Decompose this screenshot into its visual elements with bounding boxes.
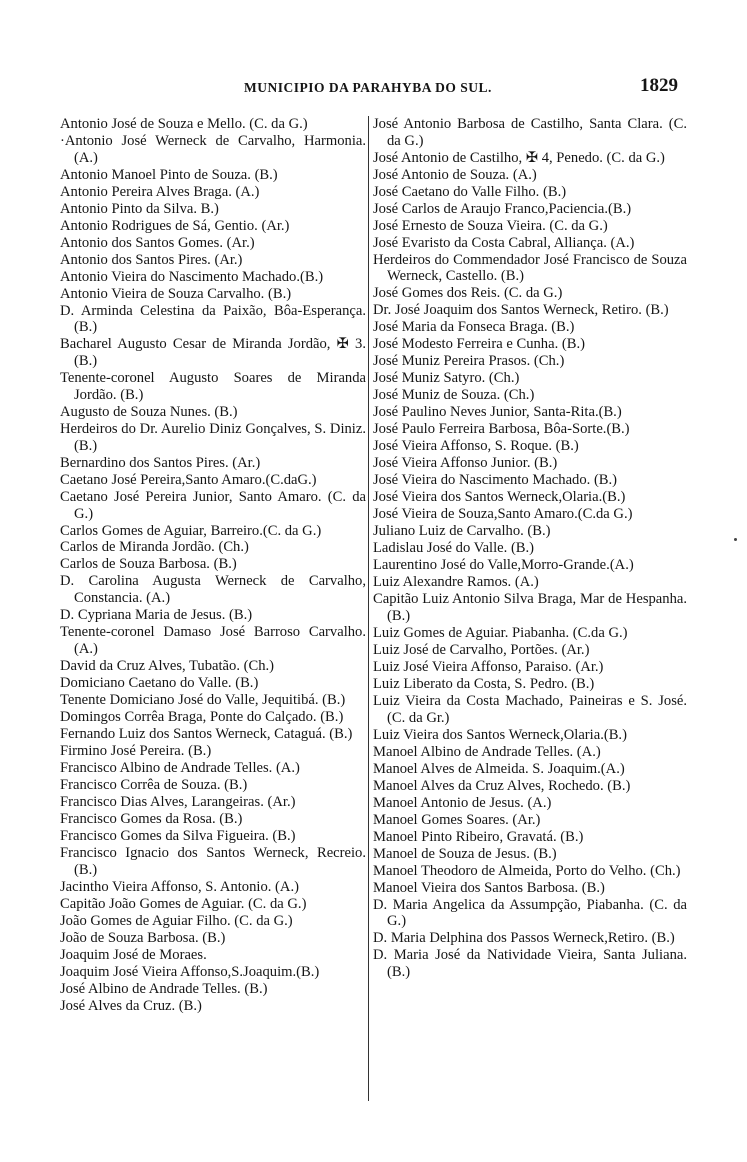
directory-entry: José Antonio Barbosa de Castilho, Santa Clara. (C. da G.) [373,116,687,149]
directory-entry: Francisco Albino de Andrade Telles. (A.) [60,759,300,776]
directory-entry: David da Cruz Alves, Tubatão. (Ch.) [60,658,275,674]
directory-entry: José Antonio de Souza. (A.) [373,166,537,183]
directory-entry: João Gomes de Aguiar Filho. (C. da G.) [60,912,293,929]
directory-entry: Caetano José Pereira Junior, Santo Amaro. (C. da G.) [60,488,366,522]
directory-entry: José Evaristo da Costa Cabral, Alliança. (A.) [373,234,635,251]
directory-entry: Ladislau José do Valle. (B.) [373,540,535,557]
directory-entry: Tenente-coronel Augusto Soares de Miranda Jordão. (B.) [60,370,366,403]
directory-entry: Manoel de Souza de Jesus. (B.) [373,845,557,862]
directory-entry: Manoel Alves de Almeida. S. Joaquim.(A.) [373,760,625,777]
directory-entry: Francisco Dias Alves, Larangeiras. (Ar.) [60,793,296,810]
directory-entry: Carlos de Souza Barbosa. (B.) [60,556,237,573]
directory-entry: Carlos de Miranda Jordão. (Ch.) [60,539,249,556]
directory-entry: José Alves da Cruz. (B.) [60,997,202,1014]
directory-entry: Capitão João Gomes de Aguiar. (C. da G.) [60,895,307,912]
directory-entry: Luiz Vieira da Costa Machado, Paineiras e S. José. (C. da Gr.) [373,692,687,726]
directory-entry: José Gomes dos Reis. (C. da G.) [373,285,563,302]
directory-entry: Laurentino José do Valle,Morro-Grande.(A.) [373,557,634,574]
margin-mark [734,538,737,541]
directory-entry: Luiz Vieira dos Santos Werneck,Olaria.(B.) [373,726,627,743]
directory-entry: D. Maria Angelica da Assumpção, Piabanha. (C. da G.) [373,896,687,930]
directory-entry: Francisco Ignacio dos Santos Werneck, Recreio. (B.) [60,844,366,878]
directory-entry: José Paulino Neves Junior, Santa-Rita.(B.) [373,404,622,421]
directory-entry: Juliano Luiz de Carvalho. (B.) [373,523,551,540]
directory-entry: Domiciano Caetano do Valle. (B.) [60,674,259,691]
directory-entry: D. Maria José da Natividade Vieira, Santa Juliana. (B.) [373,947,687,981]
directory-entry: Luiz José de Carvalho, Portões. (Ar.) [373,641,590,658]
directory-entry: Manoel Vieira dos Santos Barbosa. (B.) [373,879,605,896]
directory-entry: Herdeiros do Commendador José Francisco de Souza Werneck, Castello. (B.) [373,251,687,285]
directory-entry: Antonio dos Santos Pires. (Ar.) [60,251,243,268]
directory-entry: Manoel Albino de Andrade Telles. (A.) [373,743,601,760]
directory-entry: Antonio Vieira de Souza Carvalho. (B.) [60,285,292,302]
directory-entry: Luiz Gomes de Aguiar. Piabanha. (C.da G.) [373,624,628,641]
directory-entry: Antonio dos Santos Gomes. (Ar.) [60,234,255,251]
directory-entry: Tenente Domiciano José do Valle, Jequitibá. (B.) [60,691,346,708]
directory-entry: Antonio José de Souza e Mello. (C. da G.) [60,116,308,132]
directory-entry: D. Maria Delphina dos Passos Werneck,Retiro. (B.) [373,930,675,947]
directory-entry: Manoel Theodoro de Almeida, Porto do Velho. (Ch.) [373,862,681,879]
directory-entry: José Muniz Pereira Prasos. (Ch.) [373,353,565,370]
column-divider [368,116,369,1101]
directory-entry: Manoel Antonio de Jesus. (A.) [373,794,552,811]
directory-entry: José Vieira dos Santos Werneck,Olaria.(B.) [373,489,626,506]
directory-entry: Jacintho Vieira Affonso, S. Antonio. (A.) [60,878,299,895]
right-column [373,116,687,981]
directory-entry: José Vieira do Nascimento Machado. (B.) [373,472,618,489]
directory-entry: Dr. José Joaquim dos Santos Werneck, Retiro. (B.) [373,302,669,319]
directory-entry: Domingos Corrêa Braga, Ponte do Calçado. (B.) [60,708,344,725]
directory-entry: Antonio Rodrigues de Sá, Gentio. (Ar.) [60,217,290,234]
directory-entry: José Vieira Affonso Junior. (B.) [373,455,558,472]
directory-entry: Bernardino dos Santos Pires. (Ar.) [60,454,261,471]
directory-entry: Antonio Pinto da Silva. B.) [60,200,219,217]
directory-entry: José Paulo Ferreira Barbosa, Bôa-Sorte.(B.) [373,421,630,438]
directory-entry: José Albino de Andrade Telles. (B.) [60,980,268,997]
directory-entry: José Carlos de Araujo Franco,Paciencia.(B.) [373,200,632,217]
directory-entry: Manoel Pinto Ribeiro, Gravatá. (B.) [373,828,584,845]
directory-entry: Firmino José Pereira. (B.) [60,742,212,759]
directory-entry: Caetano José Pereira,Santo Amaro.(C.daG.) [60,471,317,488]
directory-entry: Antonio Vieira do Nascimento Machado.(B.) [60,268,324,285]
directory-entry: Manoel Alves da Cruz Alves, Rochedo. (B.) [373,777,631,794]
directory-entry: Joaquim José Vieira Affonso,S.Joaquim.(B.) [60,963,320,980]
directory-entry: D. Cypriana Maria de Jesus. (B.) [60,607,253,624]
running-head-title: MUNICIPIO DA PARAHYBA DO SUL. [244,80,492,95]
left-column [60,116,366,1014]
directory-entry: ·Antonio José Werneck de Carvalho, Harmonia. (A.) [60,132,366,166]
directory-entry: D. Carolina Augusta Werneck de Carvalho, Constancia. (A.) [60,573,366,607]
directory-entry: José Caetano do Valle Filho. (B.) [373,183,567,200]
directory-entry: Luiz Liberato da Costa, S. Pedro. (B.) [373,675,595,692]
page-number: 1829 [640,75,678,96]
directory-entry: Herdeiros do Dr. Aurelio Diniz Gonçalves, S. Diniz. (B.) [60,420,366,454]
directory-entry: Luiz Alexandre Ramos. (A.) [373,574,539,591]
directory-entry: José Maria da Fonseca Braga. (B.) [373,319,575,336]
directory-entry: Capitão Luiz Antonio Silva Braga, Mar de Hespanha. (B.) [373,591,687,624]
directory-entry: Carlos Gomes de Aguiar, Barreiro.(C. da G.) [60,522,322,539]
directory-entry: Luiz José Vieira Affonso, Paraiso. (Ar.) [373,658,604,675]
directory-entry: Antonio Manoel Pinto de Souza. (B.) [60,166,278,183]
directory-entry: José Vieira de Souza,Santo Amaro.(C.da G.) [373,506,633,523]
directory-entry: Bacharel Augusto Cesar de Miranda Jordão, ✠ 3. (B.) [60,336,366,370]
directory-entry: Tenente-coronel Damaso José Barroso Carvalho. (A.) [60,624,366,658]
directory-entry: Francisco Gomes da Silva Figueira. (B.) [60,827,296,844]
directory-entry: José Antonio de Castilho, ✠ 4, Penedo. (C. da G.) [373,149,665,166]
directory-entry: D. Arminda Celestina da Paixão, Bôa-Esperança. (B.) [60,302,366,336]
directory-entry: Francisco Corrêa de Souza. (B.) [60,776,248,793]
directory-entry: Manoel Gomes Soares. (Ar.) [373,811,541,828]
directory-entry: José Ernesto de Souza Vieira. (C. da G.) [373,217,608,234]
directory-entry: Antonio Pereira Alves Braga. (A.) [60,183,260,200]
directory-entry: José Muniz de Souza. (Ch.) [373,387,535,404]
directory-entry: Fernando Luiz dos Santos Werneck, Cataguá. (B.) [60,725,353,742]
directory-entry: José Modesto Ferreira e Cunha. (B.) [373,336,585,353]
directory-entry: José Vieira Affonso, S. Roque. (B.) [373,438,579,455]
directory-entry: Joaquim José de Moraes. [60,946,207,963]
directory-entry: Augusto de Souza Nunes. (B.) [60,403,238,420]
directory-entry: Francisco Gomes da Rosa. (B.) [60,810,243,827]
directory-entry: José Muniz Satyro. (Ch.) [373,370,520,387]
directory-entry: João de Souza Barbosa. (B.) [60,929,226,946]
